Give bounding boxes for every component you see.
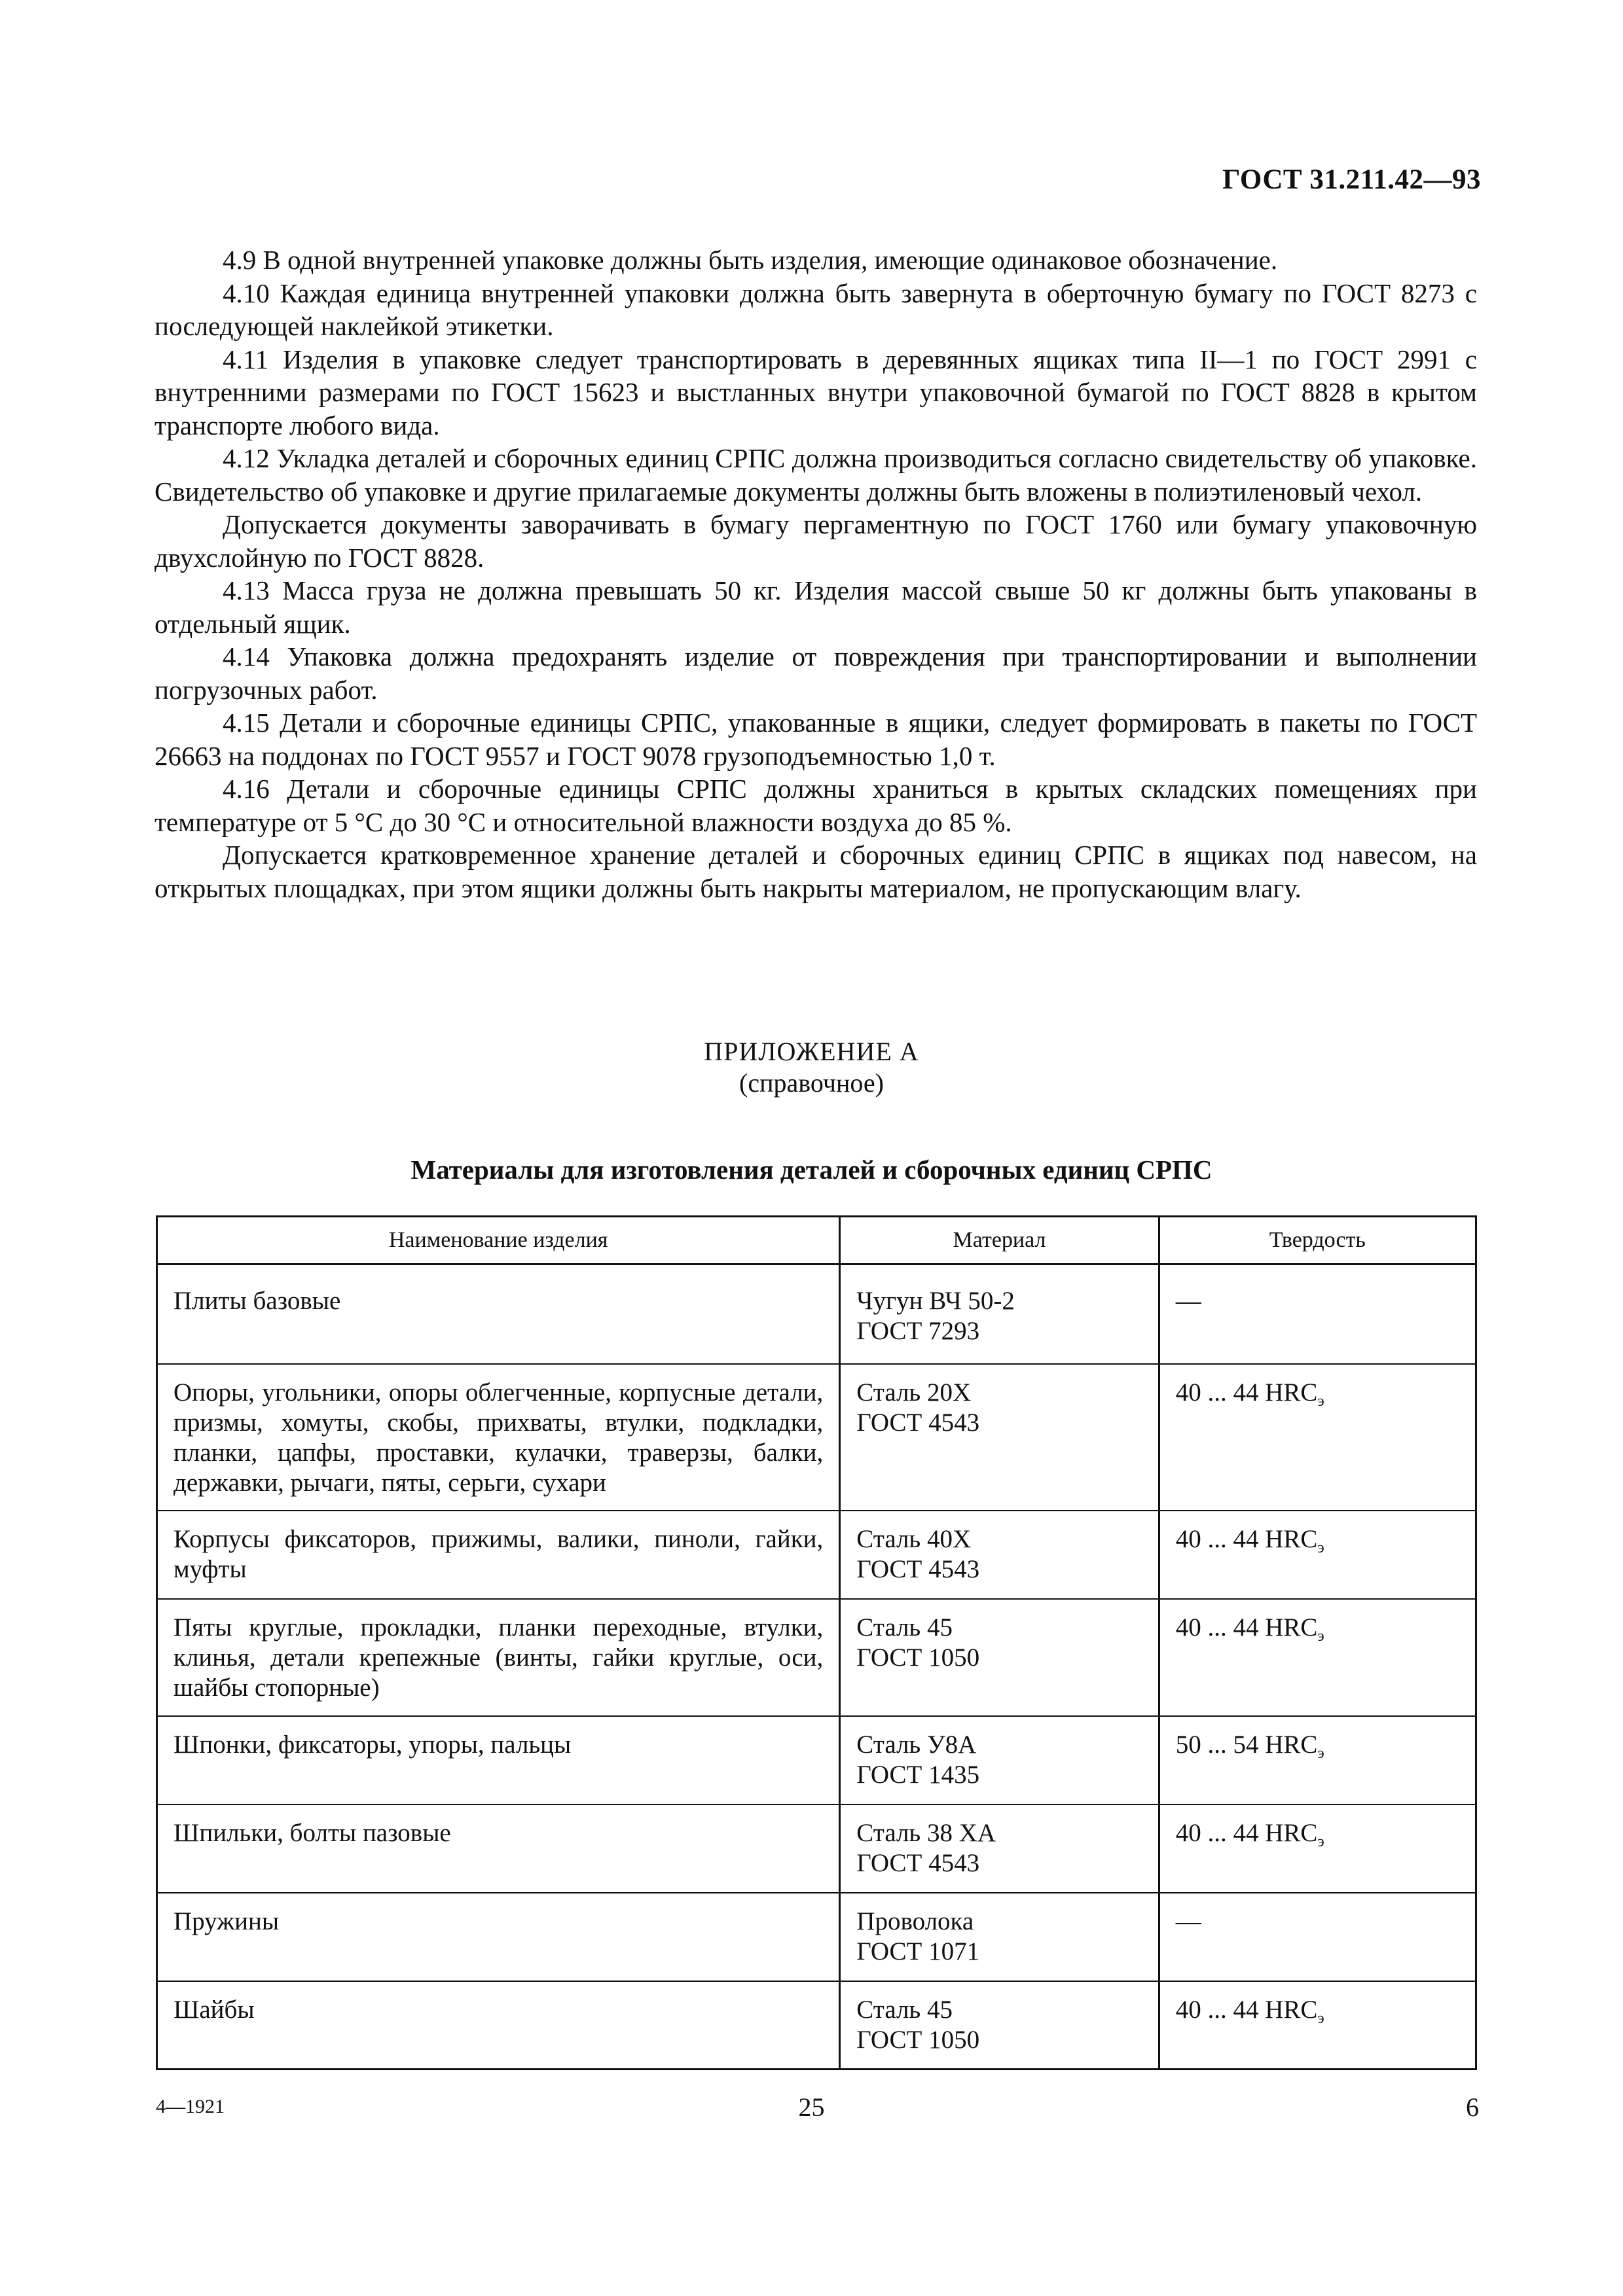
cell-item-name: Пружины	[157, 1893, 840, 1981]
material-grade: Сталь 45	[856, 1613, 953, 1641]
material-grade: Чугун ВЧ 50-2	[856, 1287, 1015, 1315]
table-row	[157, 1599, 1476, 1716]
header-hardness: Твердость	[1159, 1217, 1476, 1265]
document-code: ГОСТ 31.211.42—93	[1222, 164, 1481, 195]
header-item-name: Наименование изделия	[157, 1217, 840, 1265]
cell-material	[840, 1893, 1159, 1981]
cell-item-name: Плиты базовые	[157, 1265, 840, 1364]
cell-hardness	[1159, 1265, 1476, 1364]
cell-hardness	[1159, 1716, 1476, 1804]
hardness-value: 40 ... 44 HRC	[1175, 1378, 1318, 1407]
cell-item-name: Пяты круглые, прокладки, планки переходные, втулки, клинья, детали крепежные (винты, гайки круглые, оси, шайбы стопорные)	[157, 1599, 840, 1716]
material-grade: Сталь 38 ХА	[856, 1818, 996, 1847]
materials-table	[156, 1215, 1477, 2070]
footer-order-number: 4—1921	[156, 2096, 225, 2117]
paragraph-4-15: 4.15 Детали и сборочные единицы СРПС, упакованные в ящики, следует формировать в пакеты по ГОСТ 26663 на поддонах по ГОСТ 9557 и ГОСТ 9078 грузоподъемностью 1,0 т.	[155, 708, 1477, 771]
material-standard: ГОСТ 4543	[856, 1554, 980, 1583]
material-standard: ГОСТ 1435	[856, 1760, 980, 1789]
cell-material	[840, 1716, 1159, 1804]
cell-hardness	[1159, 1893, 1476, 1981]
paragraph-4-16-note: Допускается кратковременное хранение деталей и сборочных единиц СРПС в ящиках под навесом, на открытых площадках, при этом ящики должны быть накрыты материалом, не пропускающим влагу.	[155, 840, 1477, 903]
cell-item-name: Опоры, угольники, опоры облегченные, корпусные детали, призмы, хомуты, скобы, прихваты, втулки, подкладки, планки, цапфы, проставки, кулачки, траверзы, балки, державки, рычаги, пяты, серьги, сухари	[157, 1364, 840, 1511]
hardness-value: —	[1175, 1907, 1201, 1935]
cell-item-name: Шайбы	[157, 1981, 840, 2070]
cell-material	[840, 1265, 1159, 1364]
cell-item-name: Корпусы фиксаторов, прижимы, валики, пиноли, гайки, муфты	[157, 1511, 840, 1599]
table-row	[157, 1364, 1476, 1511]
material-grade: Проволока	[856, 1907, 974, 1935]
appendix-heading	[0, 1036, 1623, 1099]
cell-item-name: Шпильки, болты пазовые	[157, 1804, 840, 1893]
paragraph-4-10: 4.10 Каждая единица внутренней упаковки должна быть завернута в оберточную бумагу по ГОСТ 8273 с последующей наклейкой этикетки.	[155, 278, 1477, 341]
cell-material	[840, 1511, 1159, 1599]
hardness-sub: э	[1317, 1627, 1324, 1645]
hardness-value: 40 ... 44 HRC	[1175, 1613, 1318, 1641]
body-text	[155, 243, 1477, 905]
appendix-subtitle: (справочное)	[739, 1068, 884, 1098]
paragraph-4-12: 4.12 Укладка деталей и сборочных единиц СРПС должна производиться согласно свидетельству об упаковке. Свидетельство об упаковке и другие прилагаемые документы должны быть вложены в полиэтиленовый чехол.	[155, 443, 1477, 507]
material-grade: Сталь 45	[856, 1995, 953, 2024]
hardness-value: 40 ... 44 HRC	[1175, 1524, 1318, 1553]
cell-material	[840, 1804, 1159, 1893]
cell-material	[840, 1364, 1159, 1511]
paragraph-4-14: 4.14 Упаковка должна предохранять изделие от повреждения при транспортировании и выполнении погрузочных работ.	[155, 641, 1477, 705]
material-standard: ГОСТ 4543	[856, 1848, 980, 1877]
material-standard: ГОСТ 4543	[856, 1408, 980, 1437]
material-standard: ГОСТ 1050	[856, 1643, 980, 1672]
cell-hardness	[1159, 1364, 1476, 1511]
cell-hardness	[1159, 1981, 1476, 2070]
hardness-sub: э	[1317, 1744, 1324, 1762]
paragraph-4-9: 4.9 В одной внутренней упаковке должны быть изделия, имеющие одинаковое обозначение.	[223, 245, 1278, 275]
table-row	[157, 1804, 1476, 1893]
material-standard: ГОСТ 1050	[856, 2025, 980, 2054]
paragraph-4-16: 4.16 Детали и сборочные единицы СРПС должны храниться в крытых складских помещениях при температуре от 5 °С до 30 °С и относительной влажности воздуха до 85 %.	[155, 774, 1477, 837]
table-row	[157, 1716, 1476, 1804]
material-standard: ГОСТ 7293	[856, 1317, 980, 1345]
material-grade: Сталь 20Х	[856, 1378, 972, 1407]
cell-item-name: Шпонки, фиксаторы, упоры, пальцы	[157, 1716, 840, 1804]
table-row	[157, 1265, 1476, 1364]
paragraph-4-13: 4.13 Масса груза не должна превышать 50 кг. Изделия массой свыше 50 кг должны быть упакованы в отдельный ящик.	[155, 575, 1477, 639]
footer-page-number: 25	[798, 2092, 825, 2122]
paragraph-4-12-note: Допускается документы заворачивать в бумагу пергаментную по ГОСТ 1760 или бумагу упаковочную двухслойную по ГОСТ 8828.	[155, 509, 1477, 573]
header-material: Материал	[840, 1217, 1159, 1265]
table-title: Материалы для изготовления деталей и сборочных единиц СРПС	[410, 1155, 1213, 1185]
footer-sheet-number: 6	[1466, 2092, 1479, 2122]
material-grade: Сталь У8А	[856, 1730, 977, 1759]
hardness-value: 50 ... 54 HRC	[1175, 1730, 1318, 1759]
appendix-title: ПРИЛОЖЕНИЕ А	[704, 1037, 919, 1066]
table-row	[157, 1981, 1476, 2070]
hardness-sub: э	[1317, 2009, 1324, 2027]
hardness-value: —	[1175, 1287, 1201, 1315]
hardness-sub: э	[1317, 1392, 1324, 1410]
table-row	[157, 1511, 1476, 1599]
cell-material	[840, 1599, 1159, 1716]
material-standard: ГОСТ 1071	[856, 1937, 980, 1965]
cell-hardness	[1159, 1804, 1476, 1893]
cell-hardness	[1159, 1599, 1476, 1716]
paragraph-4-11: 4.11 Изделия в упаковке следует транспортировать в деревянных ящиках типа II—1 по ГОСТ 2991 с внутренними размерами по ГОСТ 15623 и выстланных внутри упаковочной бумагой по ГОСТ 8828 в крытом транспорте любого вида.	[155, 344, 1477, 440]
material-grade: Сталь 40Х	[856, 1524, 972, 1553]
cell-material	[840, 1981, 1159, 2070]
hardness-value: 40 ... 44 HRC	[1175, 1818, 1318, 1847]
hardness-value: 40 ... 44 HRC	[1175, 1995, 1318, 2024]
hardness-sub: э	[1317, 1539, 1324, 1556]
cell-hardness	[1159, 1511, 1476, 1599]
table-row	[157, 1893, 1476, 1981]
hardness-sub: э	[1317, 1833, 1324, 1850]
table-header-row	[157, 1217, 1476, 1265]
